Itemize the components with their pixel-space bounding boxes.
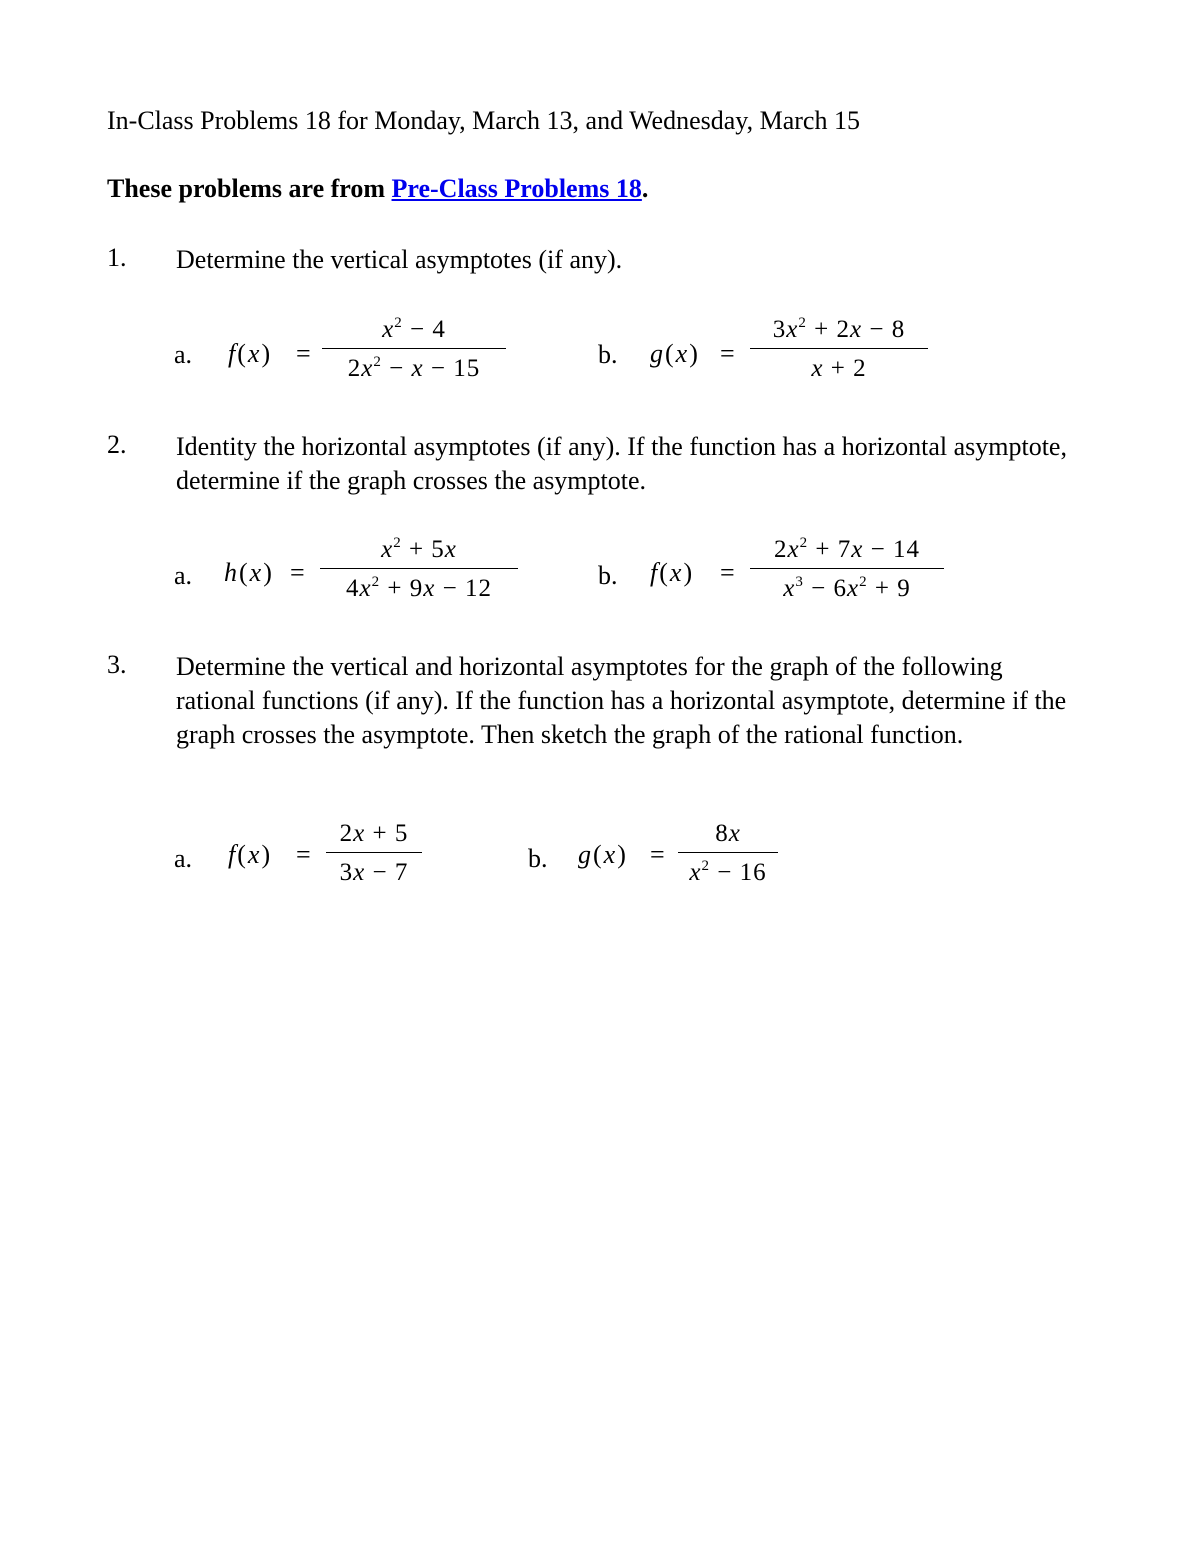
numerator: $3x^2 + 2x - 8$ — [772, 315, 906, 343]
problem-1b-fraction — [750, 316, 928, 383]
problem-2a-fraction — [320, 536, 518, 603]
equals-sign: = — [296, 840, 311, 869]
denominator: $x^2 - 16$ — [689, 858, 767, 886]
numerator: 2x + 5 — [339, 820, 409, 847]
intro-line — [107, 174, 648, 204]
pre-class-problems-link[interactable]: Pre-Class Problems 18 — [391, 174, 642, 203]
problem-2a-label: a. — [174, 561, 193, 590]
numerator: $x^2 - 4$ — [382, 315, 446, 343]
problem-1a-label: a. — [174, 340, 193, 369]
problem-3a-fraction — [326, 820, 422, 887]
problem-2b-label: b. — [598, 561, 618, 590]
problem-3b-label: b. — [528, 844, 548, 873]
problem-3a-function-name: f(x) — [228, 840, 273, 869]
intro-suffix: . — [641, 174, 649, 203]
denominator: $2x^2 - x - 15$ — [347, 354, 481, 382]
equals-sign: = — [720, 339, 735, 368]
fraction-bar — [326, 852, 422, 853]
problem-1a-fraction — [322, 316, 506, 383]
numerator: $2x^2 + 7x - 14$ — [774, 535, 920, 563]
problem-1b-function-name: g(x) — [650, 339, 700, 368]
problem-2b-function-name: f(x) — [650, 558, 695, 587]
fraction-bar — [320, 568, 518, 569]
problem-3-number: 3. — [107, 650, 127, 679]
problem-1-number: 1. — [107, 243, 127, 272]
fraction-bar — [678, 852, 778, 853]
page-title: In-Class Problems 18 for Monday, March 13, and Wednesday, March 15 — [107, 106, 860, 135]
fraction-bar — [322, 348, 506, 349]
equals-sign: = — [720, 558, 735, 587]
denominator: x + 2 — [811, 355, 867, 382]
problem-3-text: Determine the vertical and horizontal asymptotes for the graph of the following rational functions (if any). If the function has a horizontal asymptote, determine if the graph crosses the asymptote. Then sketch the graph of the rational function. — [176, 652, 1067, 749]
problem-2a-function-name: h(x) — [224, 558, 274, 587]
equals-sign: = — [650, 840, 665, 869]
problem-2b-fraction — [750, 536, 944, 603]
denominator: $x^3 - 6x^2 + 9$ — [783, 574, 911, 602]
problem-1a-function-name: f(x) — [228, 339, 273, 368]
problem-1b-label: b. — [598, 340, 618, 369]
intro-prefix: These problems are from — [107, 174, 392, 203]
problem-1-text: Determine the vertical asymptotes (if any). — [176, 245, 623, 274]
fraction-bar — [750, 568, 944, 569]
fraction-bar — [750, 348, 928, 349]
equals-sign: = — [296, 339, 311, 368]
problem-3a-label: a. — [174, 844, 193, 873]
problem-2-number: 2. — [107, 430, 127, 459]
denominator: $4x^2 + 9x - 12$ — [346, 574, 492, 602]
denominator: 3x − 7 — [339, 859, 409, 886]
problem-3b-function-name: g(x) — [578, 840, 628, 869]
problem-2-text: Identity the horizontal asymptotes (if any). If the function has a horizontal asymptote, determine if the graph crosses the asymptote. — [176, 432, 1067, 495]
numerator: 8x — [715, 820, 741, 847]
numerator: $x^2 + 5x$ — [381, 535, 457, 563]
equals-sign: = — [290, 558, 305, 587]
problem-3b-fraction — [678, 820, 778, 887]
